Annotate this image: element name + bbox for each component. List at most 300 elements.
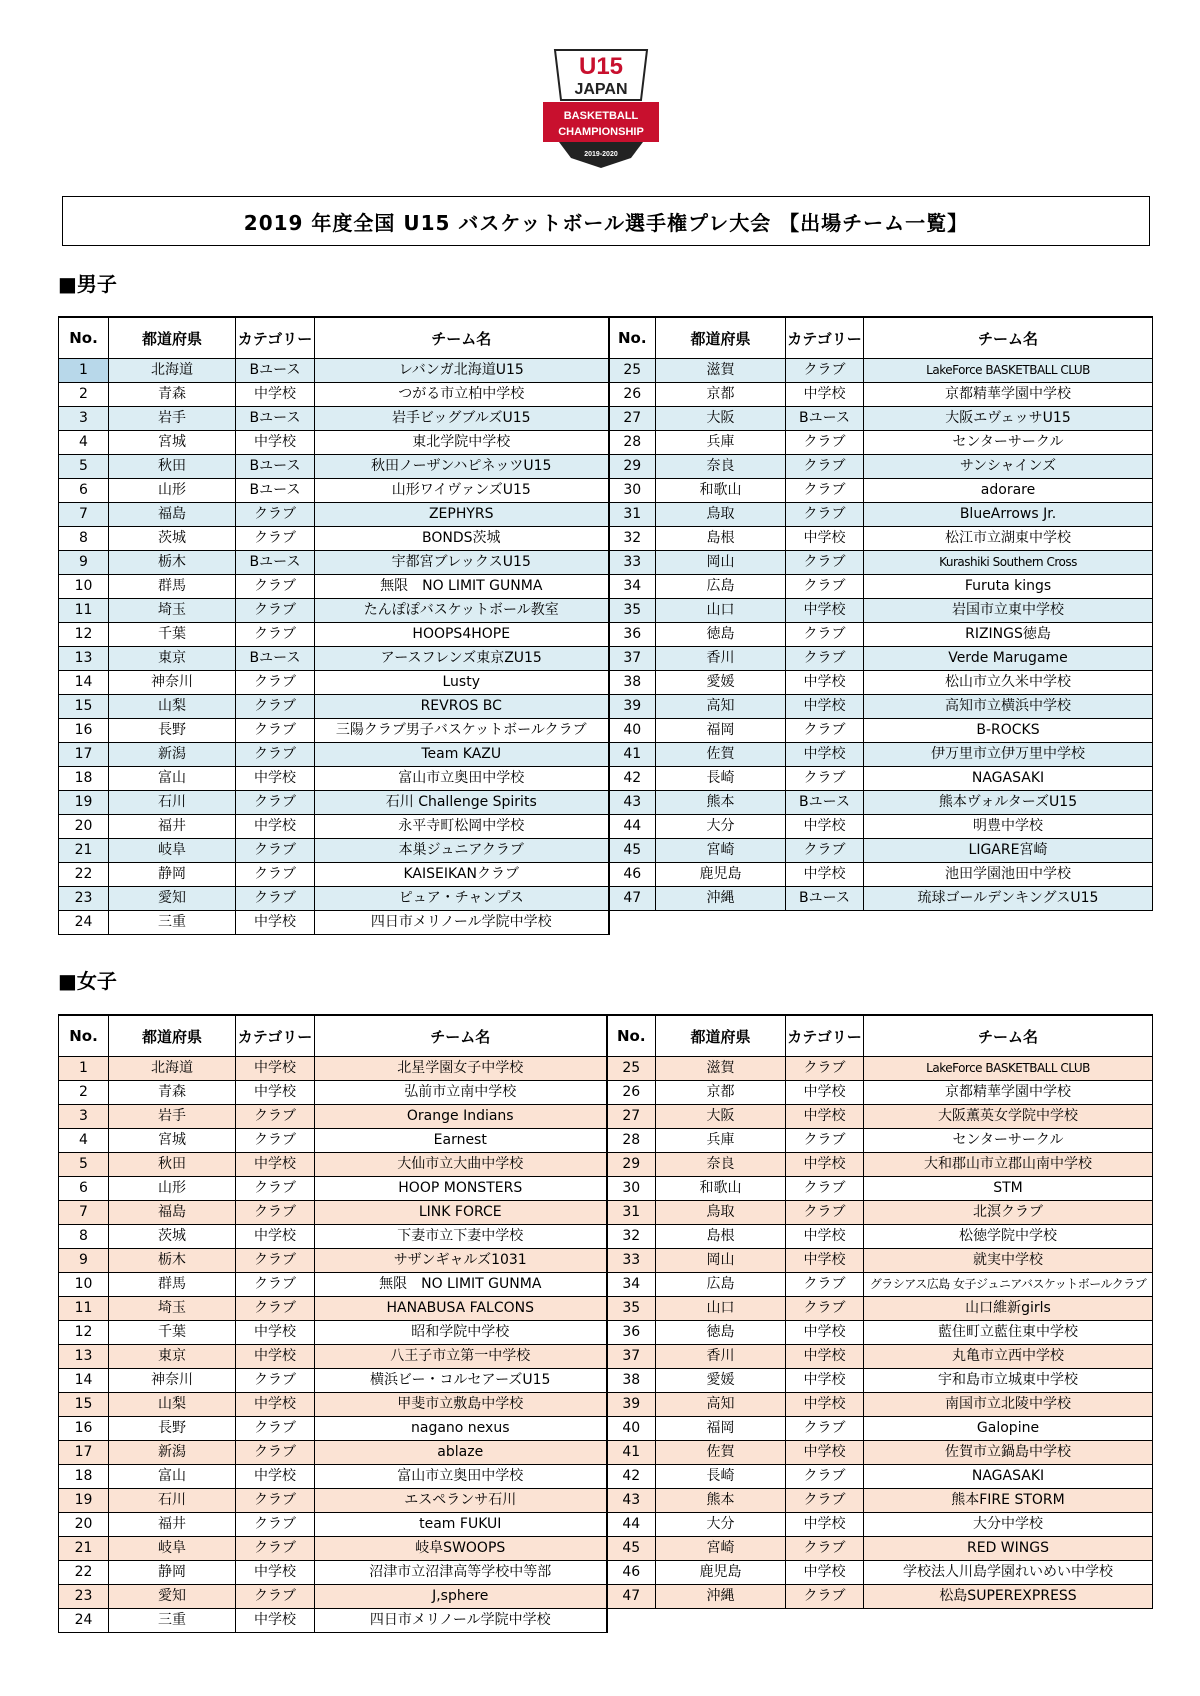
team-no: 3 bbox=[59, 407, 109, 431]
team-name: センターサークル bbox=[864, 1129, 1153, 1153]
team-no: 9 bbox=[59, 1249, 109, 1273]
prefecture: 香川 bbox=[656, 1345, 786, 1369]
team-name: HOOP MONSTERS bbox=[315, 1177, 607, 1201]
prefecture: 大阪 bbox=[656, 1105, 786, 1129]
team-no: 1 bbox=[59, 359, 109, 383]
category: クラブ bbox=[236, 1369, 315, 1393]
boys-team-table bbox=[58, 316, 1153, 935]
category: 中学校 bbox=[786, 1081, 864, 1105]
category: Bユース bbox=[236, 455, 315, 479]
prefecture: 佐賀 bbox=[656, 743, 786, 767]
category: クラブ bbox=[236, 671, 315, 695]
empty-cell bbox=[609, 911, 656, 935]
category: クラブ bbox=[786, 839, 864, 863]
team-name: 横浜ビー・コルセアーズU15 bbox=[315, 1369, 607, 1393]
category: クラブ bbox=[786, 1177, 864, 1201]
team-no: 14 bbox=[59, 1369, 109, 1393]
prefecture: 兵庫 bbox=[656, 1129, 786, 1153]
prefecture: 北海道 bbox=[109, 1057, 236, 1081]
table-row bbox=[59, 1609, 1153, 1633]
team-name: 南国市立北陵中学校 bbox=[864, 1393, 1153, 1417]
prefecture: 大分 bbox=[656, 1513, 786, 1537]
team-no: 33 bbox=[609, 551, 656, 575]
prefecture: 京都 bbox=[656, 383, 786, 407]
prefecture: 兵庫 bbox=[656, 431, 786, 455]
team-name: Galopine bbox=[864, 1417, 1153, 1441]
empty-cell bbox=[656, 911, 786, 935]
team-name: Verde Marugame bbox=[864, 647, 1153, 671]
team-no: 4 bbox=[59, 1129, 109, 1153]
team-name: J,sphere bbox=[315, 1585, 607, 1609]
category: クラブ bbox=[786, 479, 864, 503]
table-row bbox=[59, 407, 1153, 431]
category: 中学校 bbox=[786, 1561, 864, 1585]
col-no: No. bbox=[607, 1015, 656, 1057]
table-row bbox=[59, 1489, 1153, 1513]
team-name: B-ROCKS bbox=[864, 719, 1153, 743]
prefecture: 栃木 bbox=[109, 1249, 236, 1273]
table-header-row bbox=[59, 1015, 1153, 1057]
team-no: 47 bbox=[607, 1585, 656, 1609]
prefecture: 栃木 bbox=[109, 551, 236, 575]
team-name: BONDS茨城 bbox=[315, 527, 609, 551]
team-name: 高知市立横浜中学校 bbox=[864, 695, 1153, 719]
team-name: 大阪エヴェッサU15 bbox=[864, 407, 1153, 431]
team-name: 弘前市立南中学校 bbox=[315, 1081, 607, 1105]
table-row bbox=[59, 911, 1153, 935]
prefecture: 福井 bbox=[109, 815, 236, 839]
team-name: 永平寺町松岡中学校 bbox=[315, 815, 609, 839]
table-row bbox=[59, 1153, 1153, 1177]
category: クラブ bbox=[236, 1417, 315, 1441]
category: クラブ bbox=[786, 719, 864, 743]
prefecture: 福島 bbox=[109, 503, 236, 527]
category: クラブ bbox=[236, 1585, 315, 1609]
prefecture: 福島 bbox=[109, 1201, 236, 1225]
category: 中学校 bbox=[236, 1345, 315, 1369]
category: クラブ bbox=[786, 1273, 864, 1297]
team-no: 34 bbox=[609, 575, 656, 599]
table-header-row bbox=[59, 317, 1153, 359]
category: クラブ bbox=[786, 1297, 864, 1321]
prefecture: 奈良 bbox=[656, 1153, 786, 1177]
team-no: 21 bbox=[59, 1537, 109, 1561]
team-name: 宇都宮ブレックスU15 bbox=[315, 551, 609, 575]
prefecture: 宮崎 bbox=[656, 839, 786, 863]
table-row bbox=[59, 1369, 1153, 1393]
category: 中学校 bbox=[786, 1441, 864, 1465]
team-name: 沼津市立沼津高等学校中等部 bbox=[315, 1561, 607, 1585]
prefecture: 京都 bbox=[656, 1081, 786, 1105]
team-name: 松島SUPEREXPRESS bbox=[864, 1585, 1153, 1609]
prefecture: 和歌山 bbox=[656, 479, 786, 503]
team-name: 池田学園池田中学校 bbox=[864, 863, 1153, 887]
team-name: Kurashiki Southern Cross bbox=[864, 551, 1153, 575]
category: クラブ bbox=[786, 1201, 864, 1225]
team-no: 26 bbox=[607, 1081, 656, 1105]
prefecture: 山口 bbox=[656, 599, 786, 623]
team-name: 岩手ビッグブルズU15 bbox=[315, 407, 609, 431]
team-no: 12 bbox=[59, 623, 109, 647]
team-name: 石川 Challenge Spirits bbox=[315, 791, 609, 815]
prefecture: 福岡 bbox=[656, 719, 786, 743]
prefecture: 鹿児島 bbox=[656, 1561, 786, 1585]
team-no: 14 bbox=[59, 671, 109, 695]
team-name: Furuta kings bbox=[864, 575, 1153, 599]
prefecture: 埼玉 bbox=[109, 599, 236, 623]
category: クラブ bbox=[786, 623, 864, 647]
team-no: 16 bbox=[59, 719, 109, 743]
team-name: 山口維新girls bbox=[864, 1297, 1153, 1321]
table-row bbox=[59, 1273, 1153, 1297]
table-row bbox=[59, 1465, 1153, 1489]
team-no: 7 bbox=[59, 1201, 109, 1225]
team-no: 6 bbox=[59, 479, 109, 503]
team-name: STM bbox=[864, 1177, 1153, 1201]
team-name: たんぽぽバスケットボール教室 bbox=[315, 599, 609, 623]
table-row bbox=[59, 359, 1153, 383]
team-no: 5 bbox=[59, 455, 109, 479]
team-name: NAGASAKI bbox=[864, 1465, 1153, 1489]
team-name: 四日市メリノール学院中学校 bbox=[315, 1609, 607, 1633]
category: 中学校 bbox=[236, 1153, 315, 1177]
team-name: HOOPS4HOPE bbox=[315, 623, 609, 647]
table-row bbox=[59, 383, 1153, 407]
category: クラブ bbox=[236, 1129, 315, 1153]
prefecture: 新潟 bbox=[109, 1441, 236, 1465]
team-no: 6 bbox=[59, 1177, 109, 1201]
team-name: 琉球ゴールデンキングスU15 bbox=[864, 887, 1153, 911]
team-name: ablaze bbox=[315, 1441, 607, 1465]
prefecture: 愛媛 bbox=[656, 1369, 786, 1393]
team-name: サンシャインズ bbox=[864, 455, 1153, 479]
prefecture: 岩手 bbox=[109, 407, 236, 431]
team-name: 大仙市立大曲中学校 bbox=[315, 1153, 607, 1177]
table-row bbox=[59, 503, 1153, 527]
table-row bbox=[59, 1105, 1153, 1129]
team-no: 36 bbox=[607, 1321, 656, 1345]
team-no: 44 bbox=[607, 1513, 656, 1537]
prefecture: 徳島 bbox=[656, 1321, 786, 1345]
prefecture: 千葉 bbox=[109, 623, 236, 647]
team-no: 12 bbox=[59, 1321, 109, 1345]
team-no: 21 bbox=[59, 839, 109, 863]
table-row bbox=[59, 527, 1153, 551]
team-no: 32 bbox=[607, 1225, 656, 1249]
team-name: 松山市立久米中学校 bbox=[864, 671, 1153, 695]
prefecture: 愛媛 bbox=[656, 671, 786, 695]
category: クラブ bbox=[786, 455, 864, 479]
team-no: 1 bbox=[59, 1057, 109, 1081]
team-name: RIZINGS徳島 bbox=[864, 623, 1153, 647]
category: クラブ bbox=[786, 1537, 864, 1561]
team-no: 10 bbox=[59, 575, 109, 599]
table-row bbox=[59, 1561, 1153, 1585]
team-no: 18 bbox=[59, 1465, 109, 1489]
empty-cell bbox=[607, 1609, 656, 1633]
prefecture: 山形 bbox=[109, 479, 236, 503]
team-name: 就実中学校 bbox=[864, 1249, 1153, 1273]
table-row bbox=[59, 1393, 1153, 1417]
document-title bbox=[62, 196, 1150, 246]
prefecture: 長崎 bbox=[656, 767, 786, 791]
team-no: 3 bbox=[59, 1105, 109, 1129]
prefecture: 静岡 bbox=[109, 1561, 236, 1585]
team-name: 本巣ジュニアクラブ bbox=[315, 839, 609, 863]
prefecture: 高知 bbox=[656, 695, 786, 719]
table-row bbox=[59, 623, 1153, 647]
team-name: Orange Indians bbox=[315, 1105, 607, 1129]
team-name: 八王子市立第一中学校 bbox=[315, 1345, 607, 1369]
team-name: エスペランサ石川 bbox=[315, 1489, 607, 1513]
category: クラブ bbox=[786, 575, 864, 599]
prefecture: 宮城 bbox=[109, 431, 236, 455]
team-name: 富山市立奥田中学校 bbox=[315, 1465, 607, 1489]
table-row bbox=[59, 1129, 1153, 1153]
prefecture: 山口 bbox=[656, 1297, 786, 1321]
prefecture: 茨城 bbox=[109, 1225, 236, 1249]
prefecture: 秋田 bbox=[109, 455, 236, 479]
prefecture: 石川 bbox=[109, 1489, 236, 1513]
table-row bbox=[59, 743, 1153, 767]
team-name: nagano nexus bbox=[315, 1417, 607, 1441]
col-team: チーム名 bbox=[315, 1015, 607, 1057]
team-no: 20 bbox=[59, 1513, 109, 1537]
team-name: 岩国市立東中学校 bbox=[864, 599, 1153, 623]
prefecture: 島根 bbox=[656, 527, 786, 551]
team-name: LINK FORCE bbox=[315, 1201, 607, 1225]
category: クラブ bbox=[236, 1201, 315, 1225]
category: クラブ bbox=[236, 599, 315, 623]
table-row bbox=[59, 791, 1153, 815]
team-name: LIGARE宮崎 bbox=[864, 839, 1153, 863]
category: Bユース bbox=[236, 407, 315, 431]
team-no: 39 bbox=[607, 1393, 656, 1417]
team-no: 38 bbox=[609, 671, 656, 695]
category: クラブ bbox=[236, 575, 315, 599]
table-row bbox=[59, 719, 1153, 743]
team-name: 松徳学院中学校 bbox=[864, 1225, 1153, 1249]
category: 中学校 bbox=[236, 1609, 315, 1633]
team-no: 29 bbox=[609, 455, 656, 479]
col-cat: カテゴリー bbox=[236, 1015, 315, 1057]
category: 中学校 bbox=[236, 1081, 315, 1105]
prefecture: 石川 bbox=[109, 791, 236, 815]
team-name: ZEPHYRS bbox=[315, 503, 609, 527]
team-no: 44 bbox=[609, 815, 656, 839]
prefecture: 宮城 bbox=[109, 1129, 236, 1153]
team-no: 11 bbox=[59, 1297, 109, 1321]
category: Bユース bbox=[236, 359, 315, 383]
category: クラブ bbox=[236, 1297, 315, 1321]
team-no: 28 bbox=[609, 431, 656, 455]
team-no: 8 bbox=[59, 527, 109, 551]
prefecture: 岡山 bbox=[656, 1249, 786, 1273]
prefecture: 長崎 bbox=[656, 1465, 786, 1489]
team-no: 5 bbox=[59, 1153, 109, 1177]
category: クラブ bbox=[236, 1513, 315, 1537]
table-row bbox=[59, 1585, 1153, 1609]
prefecture: 福井 bbox=[109, 1513, 236, 1537]
category: クラブ bbox=[236, 623, 315, 647]
category: 中学校 bbox=[236, 1393, 315, 1417]
team-no: 41 bbox=[607, 1441, 656, 1465]
prefecture: 東京 bbox=[109, 647, 236, 671]
prefecture: 千葉 bbox=[109, 1321, 236, 1345]
prefecture: 長野 bbox=[109, 719, 236, 743]
prefecture: 愛知 bbox=[109, 887, 236, 911]
team-name: NAGASAKI bbox=[864, 767, 1153, 791]
team-name: 下妻市立下妻中学校 bbox=[315, 1225, 607, 1249]
table-row bbox=[59, 647, 1153, 671]
prefecture: 神奈川 bbox=[109, 671, 236, 695]
category: 中学校 bbox=[786, 1513, 864, 1537]
category: クラブ bbox=[786, 767, 864, 791]
team-no: 40 bbox=[609, 719, 656, 743]
team-name: 東北学院中学校 bbox=[315, 431, 609, 455]
col-cat: カテゴリー bbox=[236, 317, 315, 359]
table-row bbox=[59, 1177, 1153, 1201]
team-no: 19 bbox=[59, 1489, 109, 1513]
team-no: 42 bbox=[609, 767, 656, 791]
empty-cell bbox=[786, 1609, 864, 1633]
category: クラブ bbox=[236, 743, 315, 767]
team-no: 38 bbox=[607, 1369, 656, 1393]
team-no: 47 bbox=[609, 887, 656, 911]
category: 中学校 bbox=[786, 1345, 864, 1369]
prefecture: 静岡 bbox=[109, 863, 236, 887]
team-no: 31 bbox=[607, 1201, 656, 1225]
team-no: 17 bbox=[59, 743, 109, 767]
team-name: 京都精華学園中学校 bbox=[864, 383, 1153, 407]
team-no: 29 bbox=[607, 1153, 656, 1177]
category: クラブ bbox=[786, 359, 864, 383]
col-no: No. bbox=[59, 1015, 109, 1057]
table-row bbox=[59, 815, 1153, 839]
category: 中学校 bbox=[786, 1393, 864, 1417]
team-no: 43 bbox=[609, 791, 656, 815]
team-name: 岐阜SWOOPS bbox=[315, 1537, 607, 1561]
category: 中学校 bbox=[236, 431, 315, 455]
team-no: 15 bbox=[59, 1393, 109, 1417]
category: クラブ bbox=[236, 527, 315, 551]
category: 中学校 bbox=[236, 1561, 315, 1585]
prefecture: 滋賀 bbox=[656, 359, 786, 383]
table-row bbox=[59, 575, 1153, 599]
prefecture: 広島 bbox=[656, 1273, 786, 1297]
prefecture: 高知 bbox=[656, 1393, 786, 1417]
team-name: 熊本FIRE STORM bbox=[864, 1489, 1153, 1513]
prefecture: 山梨 bbox=[109, 695, 236, 719]
team-no: 39 bbox=[609, 695, 656, 719]
team-no: 22 bbox=[59, 863, 109, 887]
category: 中学校 bbox=[786, 383, 864, 407]
team-name: 佐賀市立鍋島中学校 bbox=[864, 1441, 1153, 1465]
category: クラブ bbox=[786, 1129, 864, 1153]
team-name: 大分中学校 bbox=[864, 1513, 1153, 1537]
table-row bbox=[59, 1057, 1153, 1081]
category: クラブ bbox=[786, 1465, 864, 1489]
category: クラブ bbox=[236, 719, 315, 743]
team-name: 四日市メリノール学院中学校 bbox=[315, 911, 609, 935]
prefecture: 茨城 bbox=[109, 527, 236, 551]
empty-cell bbox=[864, 911, 1153, 935]
prefecture: 富山 bbox=[109, 1465, 236, 1489]
col-team: チーム名 bbox=[864, 1015, 1153, 1057]
team-name: 大和郡山市立郡山南中学校 bbox=[864, 1153, 1153, 1177]
team-name: レバンガ北海道U15 bbox=[315, 359, 609, 383]
table-row bbox=[59, 1081, 1153, 1105]
title-text: 2019 年度全国 U15 バスケットボール選手権プレ大会 【出場チーム一覧】 bbox=[243, 210, 969, 235]
category: 中学校 bbox=[236, 911, 315, 935]
logo-line3: BASKETBALL bbox=[563, 110, 639, 122]
team-name: 秋田ノーザンハピネッツU15 bbox=[315, 455, 609, 479]
team-name: 無限 NO LIMIT GUNMA bbox=[315, 1273, 607, 1297]
team-name: 京都精華学園中学校 bbox=[864, 1081, 1153, 1105]
table-row bbox=[59, 695, 1153, 719]
team-no: 27 bbox=[607, 1105, 656, 1129]
prefecture: 秋田 bbox=[109, 1153, 236, 1177]
team-no: 4 bbox=[59, 431, 109, 455]
team-name: team FUKUI bbox=[315, 1513, 607, 1537]
table-row bbox=[59, 455, 1153, 479]
category: 中学校 bbox=[786, 527, 864, 551]
team-name: Lusty bbox=[315, 671, 609, 695]
team-no: 43 bbox=[607, 1489, 656, 1513]
category: 中学校 bbox=[236, 1057, 315, 1081]
team-no: 27 bbox=[609, 407, 656, 431]
team-name: サザンギャルズ1031 bbox=[315, 1249, 607, 1273]
col-no: No. bbox=[59, 317, 109, 359]
prefecture: 宮崎 bbox=[656, 1537, 786, 1561]
team-no: 7 bbox=[59, 503, 109, 527]
category: 中学校 bbox=[786, 743, 864, 767]
championship-logo bbox=[541, 42, 661, 170]
prefecture: 鳥取 bbox=[656, 1201, 786, 1225]
category: 中学校 bbox=[786, 671, 864, 695]
team-name: 北溟クラブ bbox=[864, 1201, 1153, 1225]
category: 中学校 bbox=[786, 599, 864, 623]
category: クラブ bbox=[236, 503, 315, 527]
category: クラブ bbox=[786, 1057, 864, 1081]
team-no: 9 bbox=[59, 551, 109, 575]
category: クラブ bbox=[786, 1489, 864, 1513]
team-no: 16 bbox=[59, 1417, 109, 1441]
prefecture: 山形 bbox=[109, 1177, 236, 1201]
table-row bbox=[59, 839, 1153, 863]
team-name: 学校法人川島学園れいめい中学校 bbox=[864, 1561, 1153, 1585]
team-no: 40 bbox=[607, 1417, 656, 1441]
prefecture: 香川 bbox=[656, 647, 786, 671]
team-no: 24 bbox=[59, 1609, 109, 1633]
category: Bユース bbox=[786, 791, 864, 815]
category: 中学校 bbox=[786, 815, 864, 839]
category: クラブ bbox=[236, 1273, 315, 1297]
category: 中学校 bbox=[236, 383, 315, 407]
team-no: 33 bbox=[607, 1249, 656, 1273]
team-name: ピュア・チャンプス bbox=[315, 887, 609, 911]
prefecture: 青森 bbox=[109, 383, 236, 407]
category: Bユース bbox=[236, 647, 315, 671]
prefecture: 奈良 bbox=[656, 455, 786, 479]
prefecture: 北海道 bbox=[109, 359, 236, 383]
category: 中学校 bbox=[786, 1225, 864, 1249]
table-row bbox=[59, 551, 1153, 575]
prefecture: 三重 bbox=[109, 911, 236, 935]
team-no: 46 bbox=[607, 1561, 656, 1585]
category: クラブ bbox=[236, 1249, 315, 1273]
team-no: 11 bbox=[59, 599, 109, 623]
